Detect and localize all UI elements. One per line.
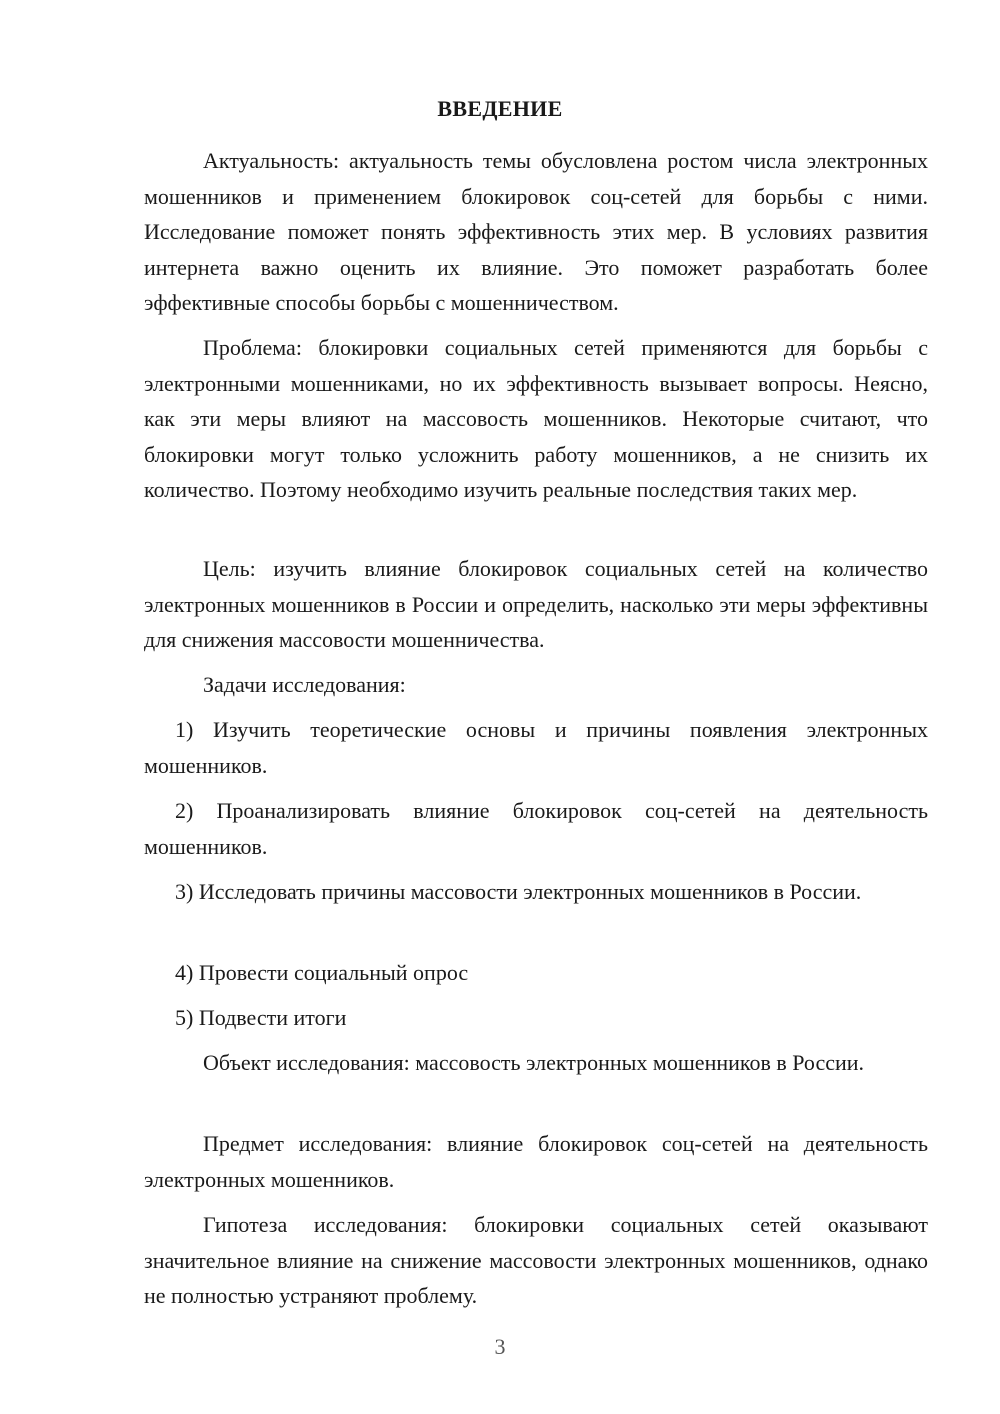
relevance-paragraph: Актуальность: актуальность темы обусловлена ростом числа электронных мошенников и применением блокировок соц-сетей для борьбы с ними. Исследование поможет понять эффективность этих мер. В условиях развития интернета важно оценить их влияние. Это поможет разработать более эффективные способы борьбы с мошенничеством. xyxy=(144,148,928,315)
task-item-2: 2) Проанализировать влияние блокировок соц-сетей на деятельность мошенников. xyxy=(144,798,928,859)
hypothesis-paragraph: Гипотеза исследования: блокировки социальных сетей оказывают значительное влияние на снижение массовости электронных мошенников, однако не полностью устраняют проблему. xyxy=(144,1212,928,1308)
tasks-heading: Задачи исследования: xyxy=(203,672,406,697)
task-item-4: 4) Провести социальный опрос xyxy=(175,960,469,985)
subject-paragraph: Предмет исследования: влияние блокировок соц-сетей на деятельность электронных мошенников. xyxy=(144,1131,928,1192)
goal-paragraph: Цель: изучить влияние блокировок социальных сетей на количество электронных мошенников в России и определить, насколько эти меры эффективны для снижения массовости мошенничества. xyxy=(144,556,928,652)
task-item-3: 3) Исследовать причины массовости электронных мошенников в России. xyxy=(175,879,862,904)
task-item-1: 1) Изучить теоретические основы и причины появления электронных мошенников. xyxy=(144,717,928,778)
problem-paragraph: Проблема: блокировки социальных сетей применяются для борьбы с электронными мошенниками, но их эффективность вызывает вопросы. Неясно, как эти меры влияют на массовость мошенников. Некоторые считают, что блокировки могут только усложнить работу мошенников, а не снизить их количество. Поэтому необходимо изучить реальные последствия таких мер. xyxy=(144,335,928,502)
object-paragraph: Объект исследования: массовость электронных мошенников в России. xyxy=(203,1050,865,1075)
task-item-5: 5) Подвести итоги xyxy=(175,1005,347,1030)
page-number: 3 xyxy=(494,1334,506,1359)
section-title: ВВЕДЕНИЕ xyxy=(437,96,563,121)
